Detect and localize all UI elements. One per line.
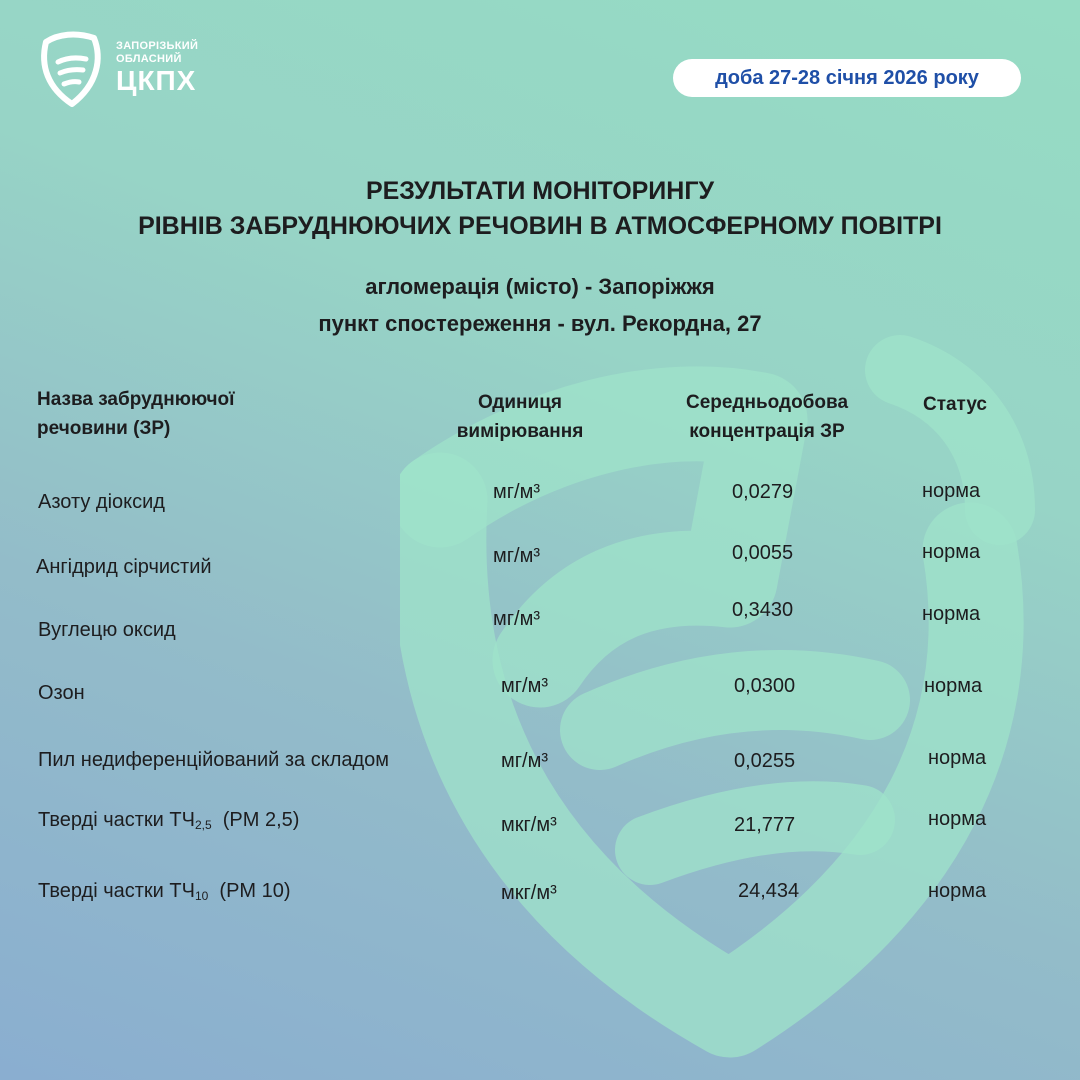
shield-logo-icon	[36, 28, 108, 108]
row4-unit: мг/м³	[501, 675, 549, 697]
row5-unit: мг/м³	[501, 750, 549, 772]
row7-value: 24,434	[738, 880, 800, 902]
row3-value: 0,3430	[732, 599, 794, 621]
row6-substance-prefix: Тверді частки ТЧ	[38, 809, 195, 831]
header-concentration	[667, 388, 867, 446]
page-subtitle	[0, 268, 1080, 342]
date-badge: доба 27-28 січня 2026 року	[673, 59, 1021, 97]
header-unit	[440, 388, 600, 446]
shield-watermark-icon	[400, 250, 1040, 1070]
header-unit-line2: вимірювання	[456, 421, 584, 442]
row4-status: норма	[924, 675, 983, 697]
page-title	[0, 174, 1080, 244]
row7-substance	[38, 879, 291, 908]
header-unit-line1: Одиниця	[478, 392, 562, 413]
subtitle-station: пункт спостереження - вул. Рекордна, 27	[318, 311, 762, 336]
header-substance-name	[37, 385, 234, 443]
row1-status: норма	[922, 480, 981, 502]
row6-status: норма	[928, 808, 987, 830]
row2-value: 0,0055	[732, 542, 794, 564]
row4-value: 0,0300	[734, 675, 796, 697]
row3-unit: мг/м³	[493, 608, 541, 630]
row3-substance: Вуглецю оксид	[38, 619, 176, 641]
title-line2: РІВНІВ ЗАБРУДНЮЮЧИХ РЕЧОВИН В АТМОСФЕРНОМУ ПОВІТРІ	[138, 212, 942, 240]
row6-substance	[38, 808, 299, 837]
row6-substance-suffix: (PM 2,5)	[222, 809, 300, 831]
row4-substance: Озон	[38, 682, 85, 704]
header-substance-line2: речовини (ЗР)	[37, 418, 171, 439]
row7-status: норма	[928, 880, 987, 902]
header-status: Статус	[922, 394, 988, 415]
row1-value: 0,0279	[732, 481, 794, 503]
row6-value: 21,777	[734, 814, 796, 836]
row7-substance-subscript: 10	[194, 889, 209, 903]
header-concentration-line1: Середньодобова	[685, 392, 849, 413]
row7-substance-prefix: Тверді частки ТЧ	[38, 880, 195, 902]
row6-unit: мкг/м³	[501, 814, 557, 836]
row1-unit: мг/м³	[493, 481, 541, 503]
title-line1: РЕЗУЛЬТАТИ МОНІТОРИНГУ	[365, 177, 715, 205]
row2-substance: Ангідрид сірчистий	[36, 556, 212, 578]
row3-status: норма	[922, 603, 981, 625]
subtitle-city: агломерація (місто) - Запоріжжя	[365, 274, 715, 299]
row7-substance-suffix: (PM 10)	[219, 880, 291, 902]
row1-substance: Азоту діоксид	[38, 491, 165, 513]
row6-substance-subscript: 2,5	[194, 818, 212, 832]
row5-value: 0,0255	[734, 750, 796, 772]
row5-status: норма	[928, 747, 987, 769]
organization-logo	[36, 28, 198, 108]
row5-substance: Пил недиференційований за складом	[38, 749, 390, 771]
header-concentration-line2: концентрація ЗР	[689, 421, 845, 442]
row2-status: норма	[922, 541, 981, 563]
logo-abbr: ЦКПХ	[116, 65, 197, 96]
row2-unit: мг/м³	[493, 545, 541, 567]
logo-line1: ЗАПОРІЗЬКИЙ	[116, 40, 199, 52]
row7-unit: мкг/м³	[501, 882, 557, 904]
logo-line2: ОБЛАСНИЙ	[116, 53, 182, 65]
header-substance-line1: Назва забруднюючої	[37, 389, 235, 410]
